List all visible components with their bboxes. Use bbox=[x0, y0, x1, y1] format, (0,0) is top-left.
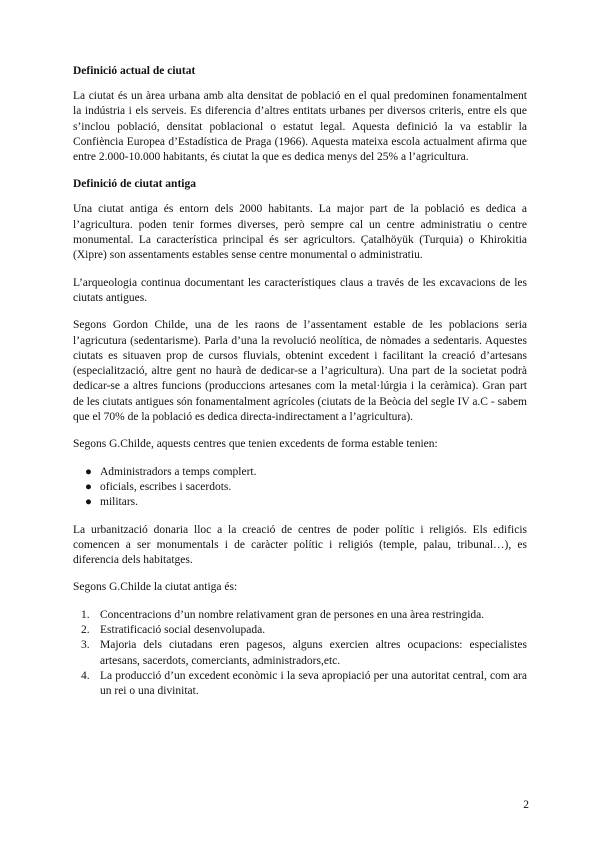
paragraph-childe-surplus: Segons G.Childe, aquests centres que tenien excedents de forma estable tenien: bbox=[73, 438, 438, 451]
paragraph-childe-ancient-city: Segons G.Childe la ciutat antiga és: bbox=[73, 581, 238, 594]
numbered-item-text: Concentracions d’un nombre relativament gran de persones en una àrea restringida. bbox=[100, 608, 485, 621]
numbered-item bbox=[73, 608, 527, 623]
paragraph-ancient-city-intro: Una ciutat antiga és entorn dels 2000 habitants. La major part de la població es dedica a l’agricultura. poden tenir formes diverses, però sempre cal un centre administratiu o centre monumental. La característica principal és ser agricultors. Çatalhöyük (Turquia) o Khirokitia (Xipre) son assentaments estables sense centre monumental o administratiu. bbox=[73, 203, 527, 262]
list-item-text: Administradors a temps complert. bbox=[100, 465, 257, 478]
numbered-item bbox=[73, 669, 527, 700]
page-number: 2 bbox=[523, 799, 529, 811]
item-number: 2. bbox=[81, 624, 90, 637]
list-item-text: oficials, escribes i sacerdots. bbox=[100, 480, 232, 493]
item-number: 4. bbox=[81, 669, 90, 682]
bullet-icon: ● bbox=[85, 496, 92, 509]
document-page bbox=[73, 64, 527, 712]
paragraph-gordon-childe: Segons Gordon Childe, una de les raons de l’assentament estable de les poblacions seria l’agricutura (sedentarisme). Parla d’una la revolució neolítica, de nòmades a sedentaris. Aquestes ciutats es situaven prop de cursos fluvials, obtenint excedent i facilitant la creació d’artesans (especialització, altre gent no haurà de dedicar-se a l’agricultura). Una part de la societat podrà dedicar-se a altres funcions (produccions artesanes com la metal·lúrgia i la ceràmica). Gran part de les ciutats antigues són fonamentalment agrícoles (ciutats de la Beòcia del segle IV a.C - sabem que el 70% de la població es dedica directa-indirectament a l’agricultura). bbox=[73, 319, 527, 424]
paragraph-urbanization: La urbanització donaria lloc a la creació de centres de poder polític i religiós. Els edificis comencen a ser monumentals i de caràcter polític i religiós (temple, palau, tribunal…), es diferencia dels habitatges. bbox=[73, 523, 527, 567]
item-number: 1. bbox=[81, 608, 90, 621]
bullet-icon: ● bbox=[85, 480, 92, 493]
numbered-item-text: Estratificació social desenvolupada. bbox=[100, 624, 266, 637]
numbered-item bbox=[73, 638, 527, 669]
item-number: 3. bbox=[81, 639, 90, 652]
numbered-item-text: La producció d’un excedent econòmic i la seva apropiació per una autoritat central, com ara un rei o una divinitat. bbox=[100, 669, 527, 698]
list-item bbox=[73, 465, 527, 480]
list-item bbox=[73, 495, 527, 510]
numbered-item-text: Majoria dels ciutadans eren pagesos, alguns exercien altres ocupacions: especialistes artesans, sacerdots, comerciants, administradors,etc. bbox=[100, 639, 527, 667]
section-title-current-city: Definició actual de ciutat bbox=[73, 65, 196, 77]
bullet-list bbox=[73, 465, 527, 511]
paragraph-current-city-definition: La ciutat és un àrea urbana amb alta densitat de població en el qual predominen fonamentalment la indústria i els serveis. Es diferencia d’altres entitats urbanes per diversos criteris, entre els que s’inclou població, densitat poblacional o estatut legal. Aquesta definició la va establir la Confiència Europea d’Estadística de Praga (1966). Aquesta mateixa escola actualment afirma que entre 2.000-10.000 habitants, és ciutat la que es dedica menys del 25% a l’agricultura. bbox=[73, 90, 527, 164]
numbered-list bbox=[73, 608, 527, 700]
list-item bbox=[73, 480, 527, 495]
list-item-text: militars. bbox=[100, 496, 139, 509]
section-title-ancient-city: Definició de ciutat antiga bbox=[73, 178, 196, 191]
bullet-icon: ● bbox=[85, 465, 92, 478]
paragraph-archaeology: L’arqueologia continua documentant les característiques claus a través de les excavacions de les ciutats antigues. bbox=[73, 276, 527, 304]
numbered-item bbox=[73, 623, 527, 638]
